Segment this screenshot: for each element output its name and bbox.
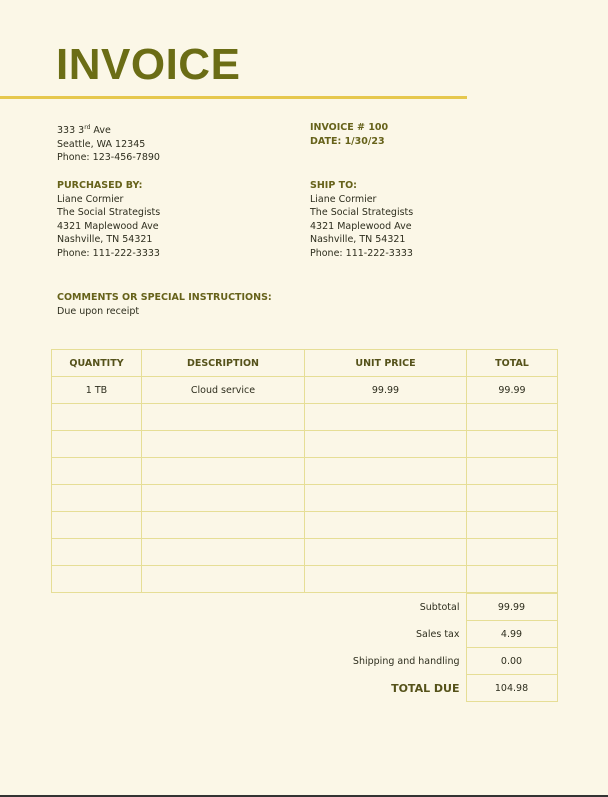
table-cell bbox=[467, 566, 558, 593]
comments-heading: COMMENTS OR SPECIAL INSTRUCTIONS: bbox=[57, 292, 272, 303]
table-cell bbox=[305, 512, 467, 539]
totals-row bbox=[300, 621, 557, 648]
table-cell bbox=[467, 539, 558, 566]
purchased-by-line: Nashville, TN 54321 bbox=[57, 234, 153, 246]
table-cell bbox=[305, 539, 467, 566]
table-row bbox=[52, 539, 558, 566]
column-header: DESCRIPTION bbox=[142, 350, 305, 377]
ship-to bbox=[310, 179, 413, 261]
totals-label: Shipping and handling bbox=[352, 655, 460, 667]
totals-value: 99.99 bbox=[466, 594, 557, 621]
ship-to-line: Liane Cormier bbox=[310, 193, 377, 205]
totals-table bbox=[300, 593, 558, 702]
invoice-title: INVOICE bbox=[56, 40, 241, 89]
totals-label: Sales tax bbox=[416, 628, 460, 640]
sender-phone: Phone: 123-456-7890 bbox=[57, 152, 160, 164]
table-row bbox=[52, 377, 558, 404]
comments bbox=[57, 291, 272, 318]
table-cell bbox=[467, 485, 558, 512]
totals-row bbox=[300, 675, 557, 702]
invoice-date: DATE: 1/30/23 bbox=[310, 135, 385, 147]
table-row bbox=[52, 404, 558, 431]
table-row bbox=[52, 485, 558, 512]
table-cell bbox=[305, 431, 467, 458]
table-cell bbox=[467, 512, 558, 539]
ship-to-line: Nashville, TN 54321 bbox=[310, 234, 406, 246]
ship-to-line: The Social Strategists bbox=[310, 207, 414, 219]
ship-to-heading: SHIP TO: bbox=[310, 180, 357, 191]
table-cell: 99.99 bbox=[305, 377, 467, 404]
table-cell bbox=[52, 458, 142, 485]
table-cell bbox=[52, 566, 142, 593]
purchased-by-line: The Social Strategists bbox=[57, 207, 161, 219]
totals-value: 4.99 bbox=[466, 621, 557, 648]
table-row bbox=[52, 512, 558, 539]
purchased-by-line: Liane Cormier bbox=[57, 193, 124, 205]
table-cell bbox=[52, 539, 142, 566]
table-cell bbox=[305, 404, 467, 431]
invoice-number: INVOICE # 100 bbox=[310, 122, 389, 133]
totals-row bbox=[300, 648, 557, 675]
table-cell bbox=[142, 431, 305, 458]
sender-street: 333 3rd Ave bbox=[57, 124, 111, 137]
column-header: UNIT PRICE bbox=[305, 350, 467, 377]
table-row bbox=[52, 458, 558, 485]
purchased-by-heading: PURCHASED BY: bbox=[57, 180, 143, 191]
table-cell bbox=[142, 512, 305, 539]
sender-city: Seattle, WA 12345 bbox=[57, 138, 146, 150]
column-header: TOTAL bbox=[467, 350, 558, 377]
totals-label: Subtotal bbox=[419, 601, 460, 613]
invoice-meta bbox=[310, 121, 388, 148]
table-row bbox=[52, 566, 558, 593]
table-cell bbox=[467, 431, 558, 458]
table-cell bbox=[52, 485, 142, 512]
totals-label: TOTAL DUE bbox=[391, 681, 460, 695]
title-divider bbox=[0, 96, 467, 99]
table-cell bbox=[305, 458, 467, 485]
purchased-by bbox=[57, 179, 160, 261]
table-cell bbox=[142, 485, 305, 512]
table-cell bbox=[52, 404, 142, 431]
ship-to-line: 4321 Maplewood Ave bbox=[310, 220, 412, 232]
comments-text: Due upon receipt bbox=[57, 305, 140, 317]
column-header: QUANTITY bbox=[52, 350, 142, 377]
ship-to-line: Phone: 111-222-3333 bbox=[310, 247, 413, 259]
sender-address bbox=[57, 121, 160, 165]
table-cell bbox=[52, 431, 142, 458]
table-cell: 1 TB bbox=[52, 377, 142, 404]
table-cell bbox=[142, 539, 305, 566]
table-cell bbox=[467, 404, 558, 431]
table-cell: Cloud service bbox=[142, 377, 305, 404]
table-cell bbox=[142, 566, 305, 593]
purchased-by-line: 4321 Maplewood Ave bbox=[57, 220, 159, 232]
table-cell bbox=[305, 566, 467, 593]
table-cell bbox=[467, 458, 558, 485]
line-items-table bbox=[51, 349, 558, 593]
totals-value: 104.98 bbox=[466, 675, 557, 702]
totals-row bbox=[300, 594, 557, 621]
purchased-by-line: Phone: 111-222-3333 bbox=[57, 247, 160, 259]
table-cell: 99.99 bbox=[467, 377, 558, 404]
totals-value: 0.00 bbox=[466, 648, 557, 675]
table-cell bbox=[142, 458, 305, 485]
table-row bbox=[52, 431, 558, 458]
table-cell bbox=[305, 485, 467, 512]
table-cell bbox=[142, 404, 305, 431]
table-cell bbox=[52, 512, 142, 539]
